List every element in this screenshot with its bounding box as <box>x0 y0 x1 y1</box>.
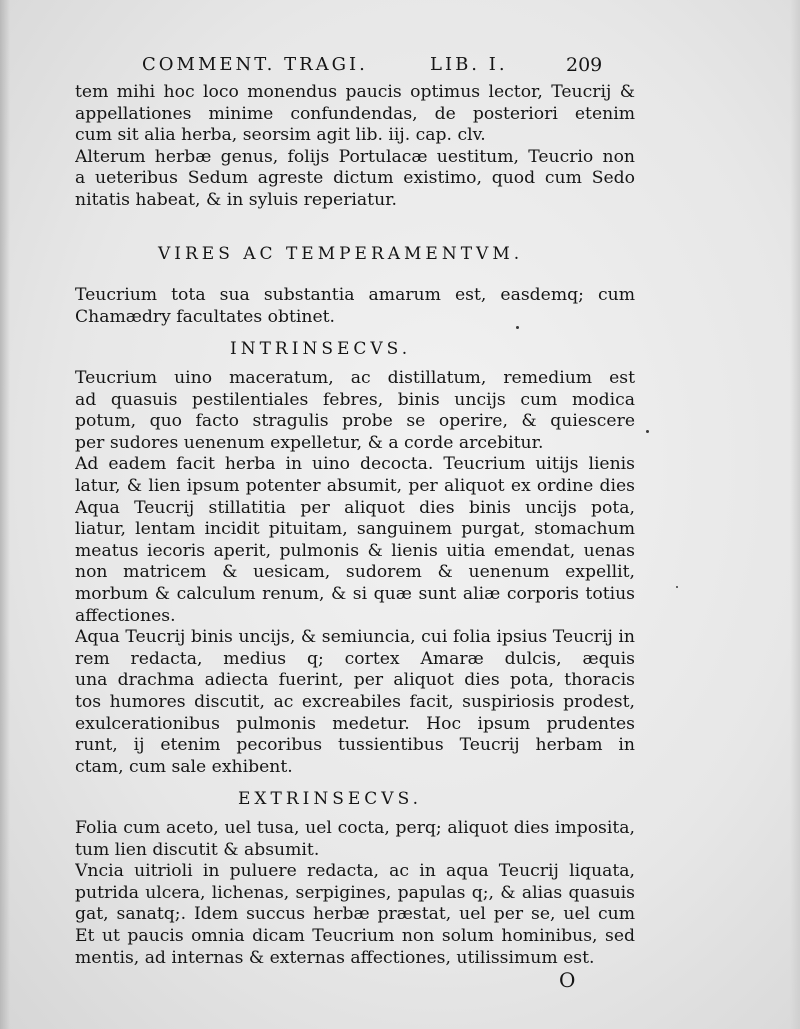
text-line: Et ut paucis omnia dicam Teucrium non solum hominibus, sed <box>75 925 635 946</box>
text-line: a ueteribus Sedum agreste dictum existimo, quod cum Sedo <box>75 168 635 189</box>
text-line: putrida ulcera, lichenas, serpigines, papulas q;, & alias quasuis <box>75 882 635 903</box>
text-line: non matricem & uesicam, sudorem & uenenum expellit, <box>75 562 635 583</box>
text-line: Teucrium uino maceratum, ac distillatum, remedium est <box>75 368 635 388</box>
text-line: rem redacta, medius q; cortex Amaræ dulcis, æquis <box>75 648 635 669</box>
text-block-extrinsecus <box>75 818 635 969</box>
text-line: ctam, cum sale exhibent. <box>75 756 293 777</box>
section-heading-vires: VIRES AC TEMPERAMENTVM. <box>158 244 524 264</box>
text-line: latur, & lien ipsum potenter absumit, per aliquot ex ordine dies <box>75 475 635 496</box>
text-block-vires <box>75 285 635 328</box>
text-line: tem mihi hoc loco monendus paucis optimus lector, Teucrij & <box>75 82 635 102</box>
text-line: Vncia uitrioli in puluere redacta, ac in aqua Teucrij liquata, <box>75 861 635 882</box>
running-head-book: LIB. I. <box>430 54 508 75</box>
text-line: mentis, ad internas & externas affectiones, utilissimum est. <box>75 947 595 968</box>
section-heading-intrinsecus: INTRINSECVS. <box>230 339 412 359</box>
text-line: per sudores uenenum expelletur, & a corde arcebitur. <box>75 432 544 453</box>
text-block-intro <box>75 82 635 212</box>
text-line: Teucrium tota sua substantia amarum est, easdemq; cum <box>75 285 635 305</box>
text-line: Alterum herbæ genus, folijs Portulacæ uestitum, Teucrio non <box>75 146 635 167</box>
text-line: Aqua Teucrij stillatitia per aliquot dies binis uncijs pota, <box>75 497 635 518</box>
text-line: affectiones. <box>75 605 176 626</box>
text-line: gat, sanatq;. Idem succus herbæ præstat, uel per se, uel cum <box>75 904 635 925</box>
text-line: tum lien discutit & absumit. <box>75 839 320 860</box>
text-line: runt, ij etenim pecoribus tussientibus Teucrij herbam in <box>75 735 635 756</box>
text-line: exulcerationibus pulmonis medetur. Hoc ipsum prudentes <box>75 713 635 734</box>
text-line: cum sit alia herba, seorsim agit lib. iij. cap. clv. <box>75 125 486 146</box>
text-line: ad quasuis pestilentiales febres, binis uncijs cum modica <box>75 389 635 410</box>
text-line: meatus iecoris aperit, pulmonis & lienis uitia emendat, uenas <box>75 540 635 561</box>
text-block-intrinsecus <box>75 368 635 778</box>
text-line: Ad eadem facit herba in uino decocta. Teucrium uitijs lienis <box>75 454 635 475</box>
text-line: nitatis habeat, & in syluis reperiatur. <box>75 189 397 210</box>
text-line: appellationes minime confundendas, de posteriori etenim <box>75 103 635 124</box>
catchword: O <box>559 968 576 992</box>
page-gutter-shadow <box>0 0 10 1029</box>
page-number: 209 <box>566 54 603 76</box>
text-line: una drachma adiecta fuerint, per aliquot dies pota, thoracis <box>75 670 635 691</box>
text-line: Aqua Teucrij binis uncijs, & semiuncia, cui folia ipsius Teucrij in <box>75 627 635 648</box>
text-line: potum, quo facto stragulis probe se operire, & quiescere <box>75 411 635 432</box>
text-line: tos humores discutit, ac excreabiles facit, suspiriosis prodest, <box>75 691 635 712</box>
text-line: liatur, lentam incidit pituitam, sanguinem purgat, stomachum <box>75 519 635 540</box>
text-line: Chamædry facultates obtinet. <box>75 306 335 327</box>
page-edge-shadow <box>790 0 800 1029</box>
running-head-title: COMMENT. TRAGI. <box>142 54 368 75</box>
section-heading-extrinsecus: EXTRINSECVS. <box>238 789 423 809</box>
ink-speck <box>646 430 649 433</box>
text-line: Folia cum aceto, uel tusa, uel cocta, perq; aliquot dies imposita, <box>75 818 635 838</box>
text-line: morbum & calculum renum, & si quæ sunt aliæ corporis totius <box>75 583 635 604</box>
ink-speck <box>676 586 678 588</box>
